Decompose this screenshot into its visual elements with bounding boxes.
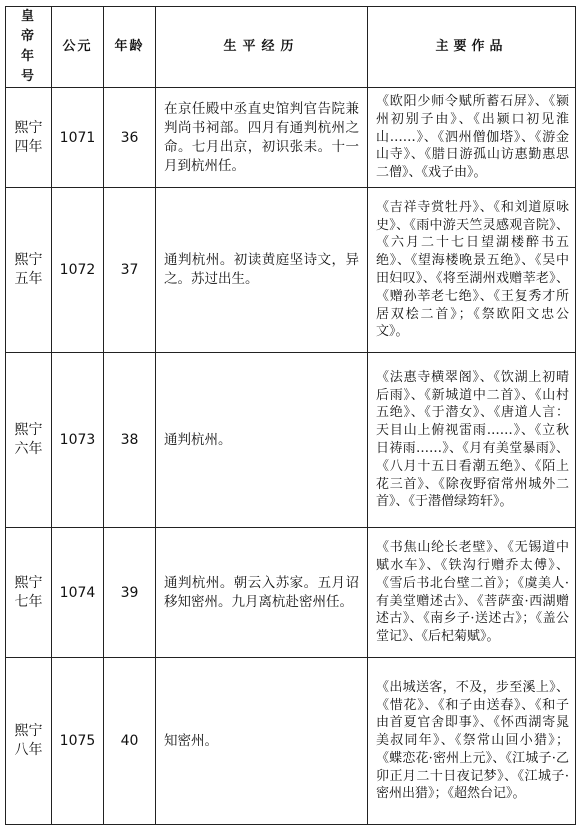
- year-cell: 1071: [52, 88, 104, 188]
- works-cell: 《书焦山纶长老壁》、《无锡道中赋水车》、《铁沟行赠乔太傅》、《雪后书北台壁二首》；《虞美人·有美堂赠述古》、《菩萨蛮·西湖赠述古》、《南乡子·送述古》；《盖公堂记》、《后杞菊赋》。: [368, 528, 576, 658]
- table-row: [6, 658, 576, 825]
- table-row: [6, 188, 576, 353]
- age-cell: 38: [104, 353, 156, 528]
- age-cell: 37: [104, 188, 156, 353]
- age-cell: 36: [104, 88, 156, 188]
- header-year: 公元: [52, 7, 104, 88]
- era-cell: 熙宁四年: [6, 88, 52, 188]
- year-cell: 1072: [52, 188, 104, 353]
- year-cell: 1075: [52, 658, 104, 825]
- era-cell: 熙宁五年: [6, 188, 52, 353]
- life-cell: 知密州。: [156, 658, 368, 825]
- table-row: [6, 353, 576, 528]
- life-cell: 通判杭州。: [156, 353, 368, 528]
- header-works: 主要作品: [368, 7, 576, 88]
- life-cell: 在京任殿中丞直史馆判官告院兼判尚书祠部。四月有通判杭州之命。七月出京，初识张耒。十一月到杭州任。: [156, 88, 368, 188]
- age-cell: 39: [104, 528, 156, 658]
- works-cell: 《出城送客，不及，步至溪上》、《惜花》、《和子由送春》、《和子由首夏官舍即事》、《怀西湖寄晁美叔同年》、《祭常山回小猎》；《蝶恋花·密州上元》、《江城子·乙卯正月二十日夜记梦》、《江城子·密州出猎》；《超然台记》。: [368, 658, 576, 825]
- year-cell: 1074: [52, 528, 104, 658]
- works-cell: 《欧阳少师令赋所蓄石屏》、《颍州初别子由》、《出颍口初见淮山……》、《泗州僧伽塔》、《游金山寺》、《腊日游孤山访惠勤惠思二僧》、《戏子由》。: [368, 88, 576, 188]
- header-row: [6, 7, 576, 88]
- era-cell: 熙宁八年: [6, 658, 52, 825]
- header-life: 生平经历: [156, 7, 368, 88]
- era-cell: 熙宁七年: [6, 528, 52, 658]
- header-age: 年龄: [104, 7, 156, 88]
- table-row: [6, 88, 576, 188]
- header-emperor-era: 皇帝年号: [6, 7, 52, 88]
- life-cell: 通判杭州。初读黄庭坚诗文，异之。苏过出生。: [156, 188, 368, 353]
- table-row: [6, 528, 576, 658]
- chronology-table: [5, 6, 576, 825]
- life-cell: 通判杭州。朝云入苏家。五月诏移知密州。九月离杭赴密州任。: [156, 528, 368, 658]
- age-cell: 40: [104, 658, 156, 825]
- works-cell: 《法惠寺横翠阁》、《饮湖上初晴后雨》、《新城道中二首》、《山村五绝》、《于潜女》、《唐道人言：天目山上俯视雷雨……》、《立秋日祷雨……》、《月有美堂暴雨》、《八月十五日看潮五绝》、《陌上花三首》、《除夜野宿常州城外二首》、《于潜僧绿筠轩》。: [368, 353, 576, 528]
- era-cell: 熙宁六年: [6, 353, 52, 528]
- year-cell: 1073: [52, 353, 104, 528]
- works-cell: 《吉祥寺赏牡丹》、《和刘道原咏史》、《雨中游天竺灵感观音院》、《六月二十七日望湖楼醉书五绝》、《望海楼晚景五绝》、《吴中田妇叹》、《将至湖州戏赠莘老》、《赠孙莘老七绝》、《王复秀才所居双桧二首》；《祭欧阳文忠公文》。: [368, 188, 576, 353]
